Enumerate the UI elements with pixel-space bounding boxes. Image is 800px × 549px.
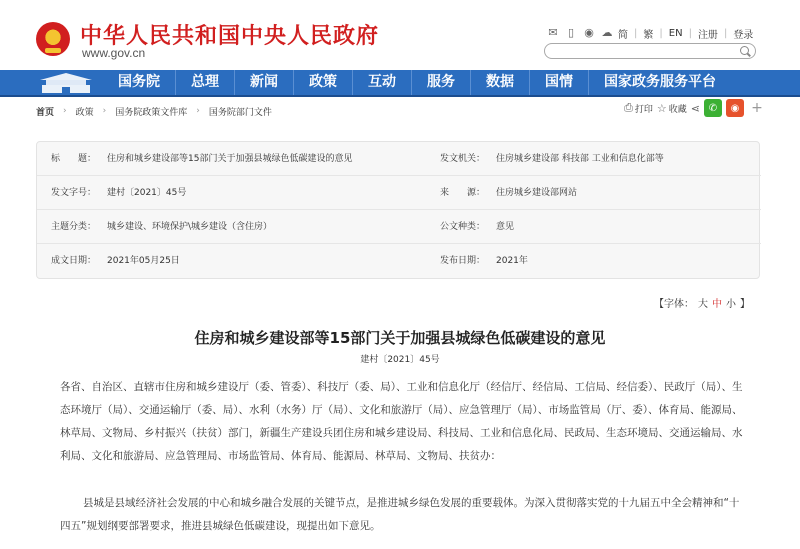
mobile-icon[interactable]: ▯ [567, 26, 575, 39]
email-icon[interactable]: ✉ [548, 26, 558, 39]
info-row-dates [37, 244, 761, 278]
site-header [0, 0, 800, 70]
site-url: www.gov.cn [82, 46, 146, 60]
favorite-label: 收藏 [668, 104, 687, 115]
info-row-topic [37, 210, 761, 244]
print-label: 打印 [634, 104, 653, 115]
utility-bar: ✉ ▯ ◉ ☁ 简 | 繁 | EN | 注册 | 登录 [546, 24, 753, 42]
genre-value: 意见 [496, 222, 515, 232]
nav-item-services[interactable]: 服务 [411, 70, 470, 95]
page-tools [624, 99, 766, 117]
font-size-large-button[interactable]: 大 [698, 299, 708, 310]
nav-items [103, 70, 731, 95]
weibo-icon[interactable]: ◉ [584, 26, 594, 39]
breadcrumb-policy[interactable]: 政策 [75, 107, 94, 118]
topic-label: 主题分类： [51, 222, 97, 232]
nav-item-service-platform[interactable]: 国家政务服务平台 [588, 70, 731, 95]
info-row-docno [37, 176, 761, 210]
article-paragraph: 各省、自治区、直辖市住房和城乡建设厅（委、管委）、科技厅（委、局）、工业和信息化厅（经信厅、经信局、工信局、经信委）、民政厅（局）、生态环境厅（局）、交通运输厅（委、局）、水利（水务）厅（局）、文化和旅游厅（局）、应急管理厅（局）、市场监管局（厅、委）、体育局、能源局、林草局、文物局、乡村振兴（扶贫）部门，新疆生产建设兵团住房和城乡建设局、科技局、工业和信息化局、民政局、生态环境局、交通运输局、水利局、文化和旅游局、应急管理局、市场监管局、体育局、能源局、林草局、文物局、扶贫办： [60, 381, 743, 462]
nav-item-news[interactable]: 新闻 [234, 70, 293, 95]
lang-traditional-link[interactable]: 繁 [643, 29, 654, 41]
title-value: 住房和城乡建设部等15部门关于加强县城绿色低碳建设的意见 [107, 154, 353, 164]
font-size-medium-button[interactable]: 中 [712, 299, 722, 310]
wechat-icon[interactable]: ☁ [601, 26, 613, 39]
font-size-suffix: 】 [740, 299, 750, 310]
nav-item-interaction[interactable]: 互动 [352, 70, 411, 95]
more-share-icon[interactable]: + [751, 100, 763, 116]
font-size-small-button[interactable]: 小 [726, 299, 736, 310]
written-date-label: 成文日期： [51, 256, 97, 266]
breadcrumb-policy-library[interactable]: 国务院政策文件库 [115, 107, 188, 118]
search-icon[interactable] [740, 46, 749, 55]
tiananmen-logo-icon[interactable] [36, 70, 96, 95]
search-box [544, 43, 756, 59]
nav-item-policy[interactable]: 政策 [293, 70, 352, 95]
search-input[interactable] [553, 44, 733, 58]
print-button[interactable] [624, 101, 653, 115]
issuer-label: 发文机关： [440, 154, 486, 164]
source-value: 住房城乡建设部网站 [496, 188, 578, 198]
docno-value: 建村〔2021〕45号 [107, 188, 187, 198]
favorite-button[interactable] [657, 102, 687, 115]
weibo-share-icon[interactable]: ◉ [726, 99, 744, 117]
login-link[interactable]: 登录 [733, 29, 754, 41]
topic-value: 城乡建设、环境保护\城乡建设（含住房） [107, 222, 273, 232]
breadcrumb-home[interactable]: 首页 [36, 107, 55, 118]
document-info-table [36, 141, 760, 279]
site-title[interactable]: 中华人民共和国中央人民政府 [80, 24, 380, 49]
article-paragraph: 县城是县域经济社会发展的中心和城乡融合发展的关键节点，是推进城乡绿色发展的重要载体。为深入贯彻落实党的十九届五中全会精神和“十四五”规划纲要部署要求，推进县城绿色低碳建设，现提出如下意见。 [60, 497, 740, 532]
lang-english-link[interactable]: EN [668, 27, 683, 39]
issuer-value: 住房城乡建设部 科技部 工业和信息化部等 [496, 154, 664, 164]
article-doc-number: 建村〔2021〕45号 [360, 355, 440, 365]
chevron-right-icon: › [102, 106, 107, 116]
share-icon: ⋖ [690, 101, 700, 115]
font-size-control [652, 295, 752, 310]
published-date-label: 发布日期： [440, 256, 486, 266]
lang-simplified-link[interactable]: 简 [618, 29, 628, 41]
chevron-right-icon: › [63, 106, 67, 116]
title-label: 标 题： [51, 154, 97, 164]
print-icon: ⎙ [624, 101, 633, 114]
nav-item-national-conditions[interactable]: 国情 [529, 70, 588, 95]
font-size-prefix: 【字体： [654, 299, 694, 310]
nav-item-state-council[interactable]: 国务院 [118, 74, 160, 90]
national-emblem-icon[interactable] [36, 22, 70, 56]
written-date-value: 2021年05月25日 [107, 256, 180, 266]
breadcrumb-department-docs[interactable]: 国务院部门文件 [208, 107, 272, 118]
breadcrumb [36, 100, 766, 119]
main-nav [0, 70, 800, 95]
register-link[interactable]: 注册 [697, 29, 718, 41]
info-row-title [37, 142, 761, 176]
nav-item-data[interactable]: 数据 [470, 70, 529, 95]
wechat-share-icon[interactable]: ✆ [704, 99, 722, 117]
docno-label: 发文字号： [51, 188, 97, 198]
nav-item-premier[interactable]: 总理 [175, 70, 234, 95]
share-button[interactable] [691, 102, 700, 115]
chevron-right-icon: › [196, 106, 200, 116]
star-icon: ☆ [656, 101, 667, 115]
published-date-value: 2021年 [496, 256, 528, 266]
genre-label: 公文种类： [440, 222, 486, 232]
article-title: 住房和城乡建设部等15部门关于加强县城绿色低碳建设的意见 [194, 329, 606, 347]
source-label: 来 源： [440, 188, 486, 198]
